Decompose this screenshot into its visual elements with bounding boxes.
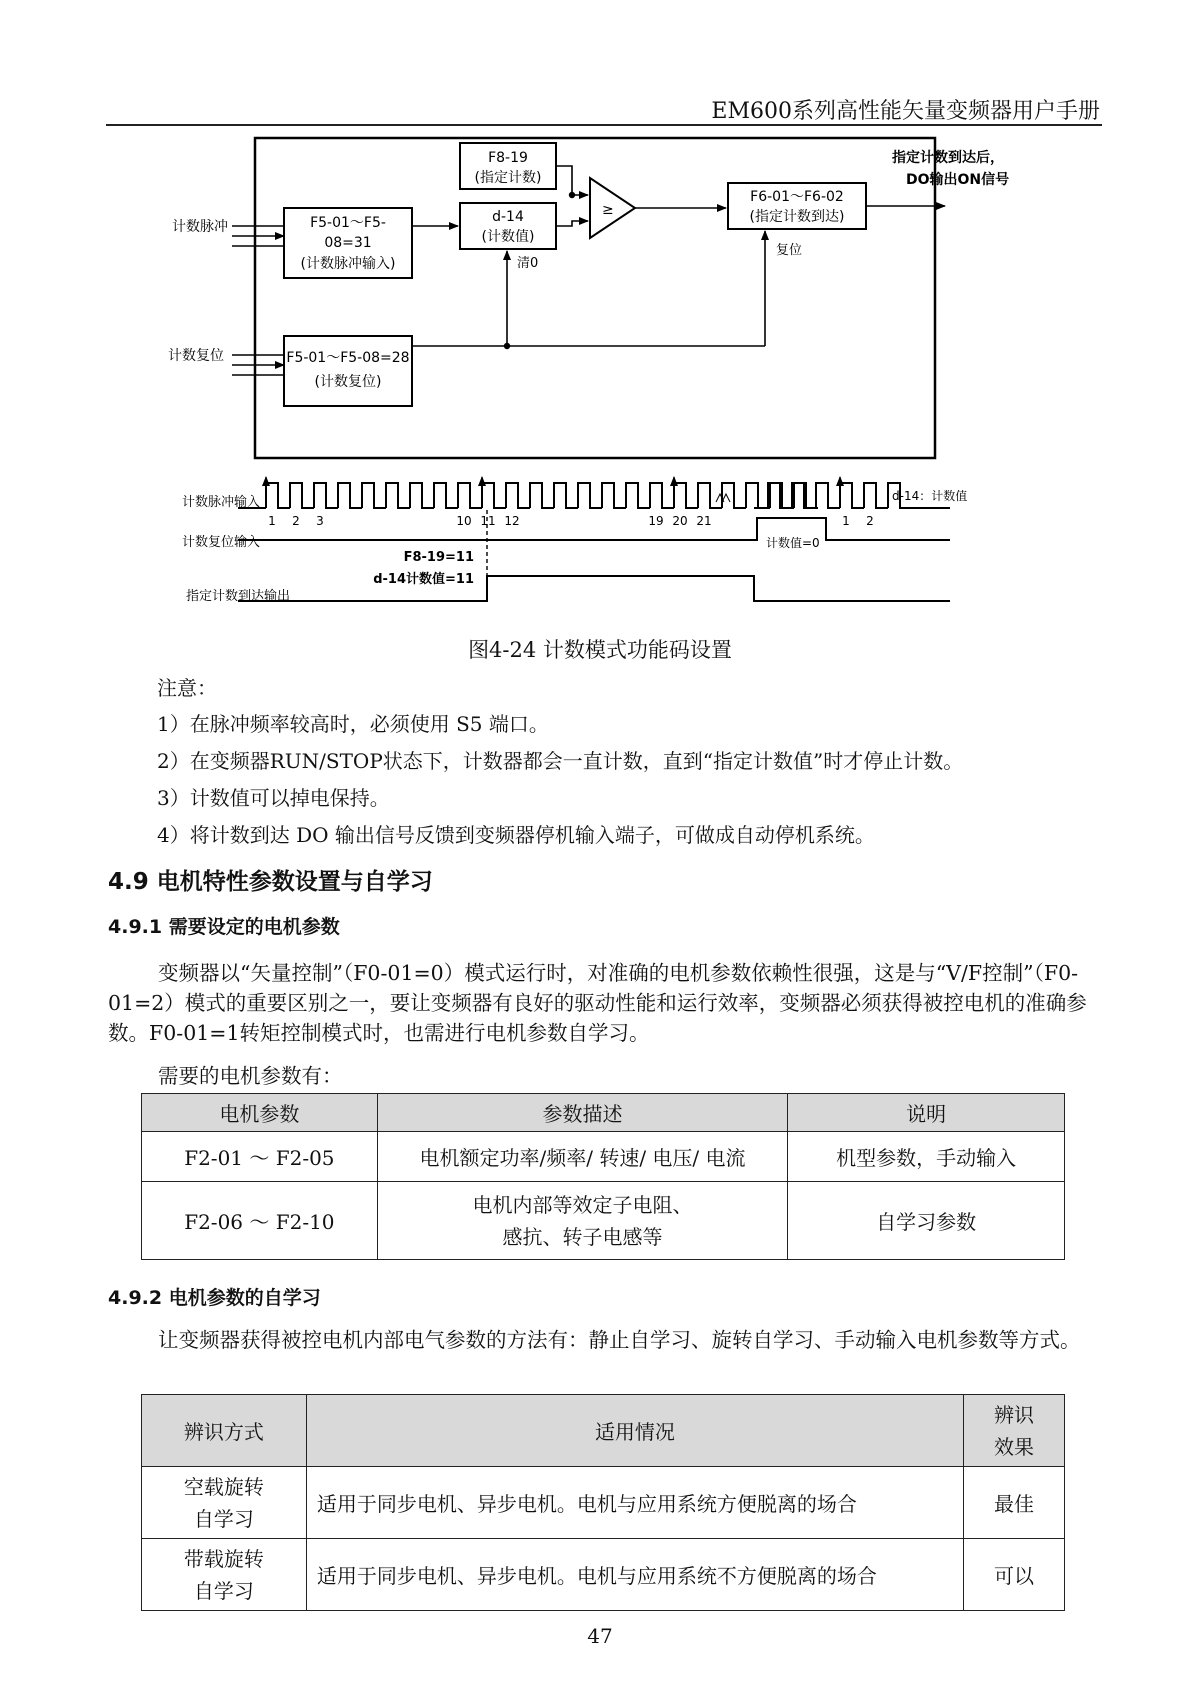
header-rule [106, 124, 1102, 126]
clear-label: 清0 [517, 256, 539, 271]
cell-method-line: 空载旋转 [183, 1474, 264, 1499]
junction-f819 [569, 192, 575, 198]
counter-block-diagram [150, 130, 1050, 620]
pulse-train-wave [238, 483, 818, 508]
pulse-number: 2 [292, 514, 300, 528]
note-item: 1）在脉冲频率较高时，必须使用 S5 端口。 [157, 712, 549, 736]
cell-param: F2-01 ～ F2-05 [142, 1132, 378, 1182]
d-14-box-line1: d-14 [492, 209, 524, 225]
cell-note: 自学习参数 [788, 1182, 1065, 1260]
autotune-table [141, 1394, 1065, 1611]
pulse-number: 2 [866, 514, 874, 528]
pulse-number: 1 [268, 514, 276, 528]
motor-params-lead: 需要的电机参数有： [158, 1064, 343, 1088]
header-use: 适用情况 [306, 1395, 963, 1467]
pulse-number: 19 [648, 514, 664, 528]
pulse-number: 10 [456, 514, 472, 528]
reset-input-lines [232, 355, 284, 375]
header-effect-line: 辨识 [994, 1402, 1035, 1427]
header-note: 说明 [788, 1094, 1065, 1132]
output-note-line1: 指定计数到达后， [892, 150, 1004, 166]
pulse-number: 1 [842, 514, 850, 528]
table-header-row [142, 1395, 1065, 1467]
cell-method-line: 自学习 [193, 1506, 254, 1531]
note-item: 2）在变频器RUN/STOP状态下，计数器都会一直计数，直到“指定计数值”时才停止计数。 [157, 749, 964, 773]
cell-method-line: 自学习 [193, 1578, 254, 1603]
timing-pulse-label: 计数脉冲输入 [182, 495, 261, 510]
f8-19-box-line2: (指定计数) [474, 170, 542, 186]
timing-waveforms [238, 477, 950, 601]
f6-01-box-line1: F6-01～F6-02 [750, 189, 844, 205]
cell-param: F2-06 ～ F2-10 [142, 1182, 378, 1260]
cell-note: 机型参数，手动输入 [788, 1132, 1065, 1182]
d-14-box-line2: (计数值) [481, 229, 535, 245]
pulse-box-line1: F5-01～F5- [310, 215, 386, 231]
pulse-number: 21 [696, 514, 712, 528]
reset-box-line2: (计数复位) [314, 374, 382, 390]
pulse-number: 20 [672, 514, 688, 528]
reset-input-label: 计数复位 [168, 348, 224, 364]
timing-d14-value-label: d-14计数值=11 [373, 572, 474, 587]
cell-effect: 可以 [964, 1539, 1065, 1611]
header-method: 辨识方式 [142, 1395, 307, 1467]
cell-method [142, 1467, 307, 1539]
cell-use: 适用于同步电机、异步电机。电机与应用系统方便脱离的场合 [306, 1467, 963, 1539]
cell-desc-line: 感抗、转子电感等 [502, 1224, 663, 1249]
pulse-input-lines [232, 226, 284, 246]
output-wave [238, 576, 950, 601]
cell-desc: 电机额定功率/频率/ 转速/ 电压/ 电流 [377, 1132, 788, 1182]
table-row [142, 1539, 1065, 1611]
cell-desc [377, 1182, 788, 1260]
timing-f819-label: F8-19=11 [403, 550, 474, 565]
timing-reset-label: 计数复位输入 [182, 535, 261, 550]
junction-reset [504, 343, 510, 349]
subsection-heading: 4.9.1 需要设定的电机参数 [108, 916, 340, 938]
cell-effect: 最佳 [964, 1467, 1065, 1539]
comparator-symbol: ≥ [602, 202, 614, 218]
header-effect-line: 效果 [994, 1434, 1035, 1459]
reset-label: 复位 [776, 243, 803, 258]
reset-input-box [284, 336, 412, 406]
header-desc: 参数描述 [377, 1094, 788, 1132]
pulse-number: 12 [504, 514, 520, 528]
pulse-input-label: 计数脉冲 [172, 219, 228, 235]
figure-caption: 图4-24 计数模式功能码设置 [468, 638, 732, 662]
cell-desc-line: 电机内部等效定子电阻、 [472, 1192, 693, 1217]
note-item: 3）计数值可以掉电保持。 [157, 786, 390, 810]
header-title: EM600系列高性能矢量变频器用户手册 [711, 99, 1100, 124]
motor-params-table [141, 1093, 1065, 1260]
note-item: 4）将计数到达 DO 输出信号反馈到变频器停机输入端子，可做成自动停机系统。 [157, 823, 875, 847]
header-param: 电机参数 [142, 1094, 378, 1132]
cell-method [142, 1539, 307, 1611]
autotune-paragraph: 让变频器获得被控电机内部电气参数的方法有：静止自学习、旋转自学习、手动输入电机参数等方式。 [158, 1328, 1081, 1352]
pulse-number: 11 [480, 514, 496, 528]
cell-method-line: 带载旋转 [183, 1546, 264, 1571]
pulse-number: 3 [316, 514, 324, 528]
section-heading: 4.9 电机特性参数设置与自学习 [108, 869, 433, 895]
pulse-box-line2: 08=31 [324, 235, 372, 251]
timing-count-zero-label: 计数值=0 [766, 536, 820, 550]
pulse-box-line3: (计数脉冲输入) [300, 256, 396, 272]
motor-params-paragraph: 变频器以“矢量控制”（F0-01=0）模式运行时，对准确的电机参数依赖性很强，这是与“V/F控制”（F0-01=2）模式的重要区别之一，要让变频器有良好的驱动性能和运行效率，变频器必须获得被控电机的准确参数。F0-01=1转矩控制模式时，也需进行电机参数自学习。 [108, 961, 1087, 1045]
timing-d14-label: d-14：计数值 [892, 489, 968, 503]
timing-output-label: 指定计数到达输出 [186, 589, 291, 604]
cell-use: 适用于同步电机、异步电机。电机与应用系统不方便脱离的场合 [306, 1539, 963, 1611]
table-header-row [142, 1094, 1065, 1132]
pulse-numbers [268, 514, 874, 528]
page-number: 47 [587, 1624, 613, 1648]
output-note-line2: DO输出ON信号 [906, 172, 1010, 188]
table-row [142, 1182, 1065, 1260]
f8-19-box-line1: F8-19 [488, 150, 528, 166]
table-row [142, 1467, 1065, 1539]
f6-01-box-line2: (指定计数到达) [749, 209, 845, 225]
header-effect [964, 1395, 1065, 1467]
notes-title: 注意： [157, 676, 217, 700]
reset-box-line1: F5-01～F5-08=28 [286, 350, 410, 366]
subsection-heading: 4.9.2 电机参数的自学习 [108, 1287, 321, 1309]
table-row [142, 1132, 1065, 1182]
